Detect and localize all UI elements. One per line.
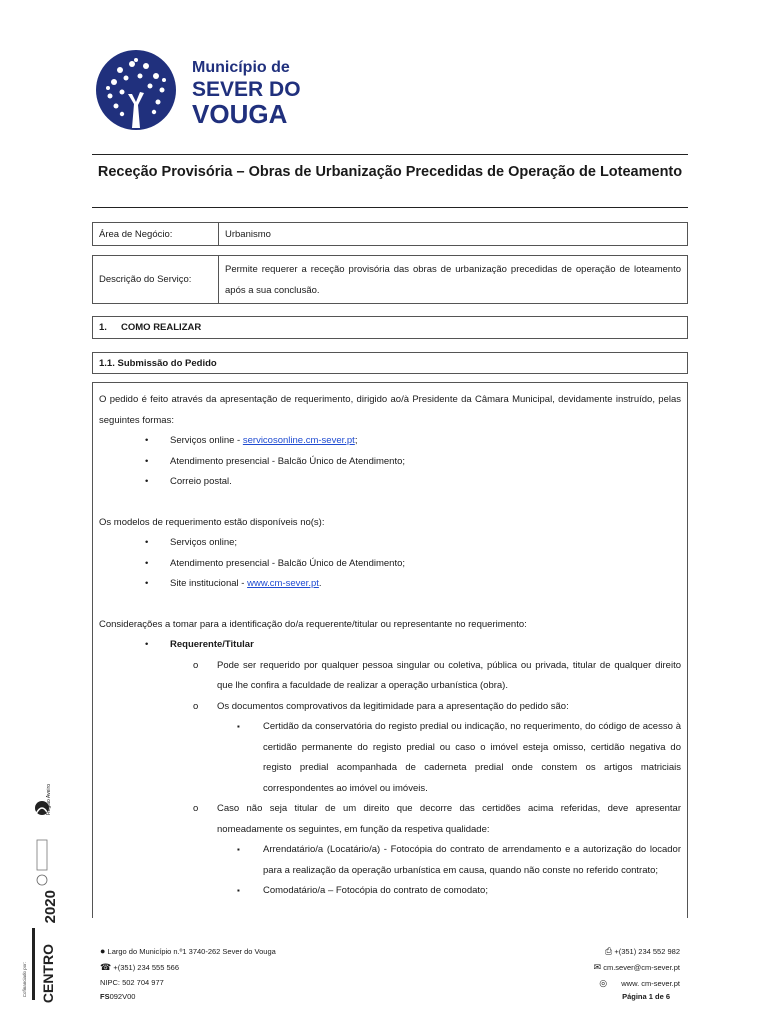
centro-label: CENTRO (40, 944, 56, 1004)
logo-line-2: SEVER DO (192, 78, 301, 101)
page-title: Receção Provisória – Obras de Urbanização Precedidas de Operação de Loteamento (97, 164, 683, 180)
applicant-sublist (193, 656, 681, 902)
list-item: • Atendimento presencial - Balcão Único de Atendimento; (145, 554, 681, 575)
submission-content (92, 382, 688, 918)
footer-phone: +(351) 234 555 566 (113, 963, 179, 972)
intro-paragraph: O pedido é feito através da apresentação de requerimento, dirigido ao/à Presidente da Câmara Municipal, devidamente instruído, pelas seguintes formas: (99, 394, 681, 426)
list-item: ▪ Arrendatário/a (Locatário/a) - Fotocópia do contrato de arrendamento e a autorização do locador para a realização da operação urbanística em causa, quando não conste no referido contrato; (237, 840, 681, 881)
list-item: • Atendimento presencial - Balcão Único de Atendimento; (145, 452, 681, 473)
footer-nipc: NIPC: 502 704 977 (100, 978, 164, 987)
logo-line-1: Município de (192, 59, 290, 76)
business-area-row (92, 222, 688, 246)
title-rule-top (92, 154, 688, 155)
section-1-number: 1. (99, 322, 107, 333)
fax-icon: ⎙ (605, 946, 613, 956)
footer-email[interactable]: cm.sever@cm-sever.pt (603, 963, 680, 972)
phone-icon: ☎ (100, 962, 112, 972)
applicant-heading: • Requerente/Titular (145, 635, 681, 656)
program-2020: 2020 (42, 890, 59, 924)
globe-icon: ◎ (599, 978, 608, 988)
institutional-site-link[interactable]: www.cm-sever.pt (247, 578, 319, 589)
regiao-label: Região Aveiro (46, 784, 52, 816)
page-number: Página 1 de 6 (622, 992, 670, 1001)
service-description-value: Permite requerer a receção provisória das obras de urbanização precedidas de operação de loteamento após a sua conclusão. (225, 263, 681, 296)
service-description-label: Descrição do Serviço: (93, 256, 219, 303)
list-item: • Site institucional - www.cm-sever.pt. (145, 574, 681, 595)
models-intro: Os modelos de requerimento estão disponíveis no(s): (99, 516, 325, 528)
applicant-list (145, 635, 681, 656)
business-area-label: Área de Negócio: (93, 223, 219, 245)
service-description-row (92, 255, 688, 304)
list-item: • Serviços online; (145, 533, 681, 554)
list-item: o Os documentos comprovativos da legitimidade para a apresentação do pedido são: ▪ Certidão da conservatória do registo predial ou indicação, no requerimento, do código de acesso à certidão permanente do registo predial ou caso o imóvel esteja omisso, certidão negativa do registo predial acompanhada de caderneta predial onde constem os artigos matriciais correspondentes ao imóvel ou imóveis. (193, 697, 681, 800)
list-item: o Caso não seja titular de um direito que decorre das certidões acima referidas, deve apresentar nomeadamente os seguintes, em função da respetiva qualidade: ▪ Arrendatário/a (Locatário/a) - Fotocópia do contrato de arrendamento e a autorização do locador para a realização da operação urbanística em causa, quando não conste no referido contrato; ▪ Comodatário/a – Fotocópia do contrato de comodato; (193, 799, 681, 902)
footer-fax: +(351) 234 552 982 (614, 947, 680, 956)
title-rule-bottom (92, 207, 688, 208)
list-item: • Correio postal. (145, 472, 681, 493)
section-1-header (92, 316, 688, 339)
logo-line-3: VOUGA (192, 99, 288, 129)
footer-code: 092V00 (109, 992, 136, 1001)
legitimacy-docs-list (237, 717, 681, 799)
business-area-value: Urbanismo (225, 228, 271, 240)
list-item: • Serviços online - servicosonline.cm-sever.pt; (145, 431, 681, 452)
quality-docs-list (237, 840, 681, 902)
section-1-title: COMO REALIZAR (121, 322, 202, 333)
footer-web[interactable]: www. cm-sever.pt (621, 979, 680, 988)
list-item: o Pode ser requerido por qualquer pessoa singular ou coletiva, pública ou privada, titular de qualquer direito que lhe confira a faculdade de realizar a operação urbanística (obra). (193, 656, 681, 697)
pin-icon: ● (100, 946, 106, 956)
considerations-paragraph: Considerações a tomar para a identificação do/a requerente/titular ou representante no requerimento: (99, 618, 527, 630)
footer-address: Largo do Município n.º1 3740-262 Sever do Vouga (107, 947, 276, 956)
list-item: ▪ Certidão da conservatória do registo predial ou indicação, no requerimento, do código de acesso à certidão permanente do registo predial ou caso o imóvel esteja omisso, certidão negativa do registo predial acompanhada de caderneta predial onde constem os artigos matriciais correspondentes ao imóvel ou imóveis. (237, 717, 681, 799)
email-icon: ✉ (593, 962, 602, 972)
footer-code-prefix: FS (100, 992, 110, 1001)
tree-logo-icon (92, 48, 184, 138)
section-1-1-header (92, 352, 688, 374)
submission-forms-list (145, 431, 681, 493)
section-1-1-title: 1.1. Submissão do Pedido (99, 357, 217, 369)
online-services-link[interactable]: servicosonline.cm-sever.pt (242, 435, 355, 446)
models-list (145, 533, 681, 595)
page-footer (96, 944, 688, 1014)
funding-logos (22, 780, 59, 1010)
funded-by-label: Cofinanciado por: (22, 962, 27, 998)
municipality-logo (92, 48, 302, 138)
list-item: ▪ Comodatário/a – Fotocópia do contrato de comodato; (237, 881, 681, 902)
